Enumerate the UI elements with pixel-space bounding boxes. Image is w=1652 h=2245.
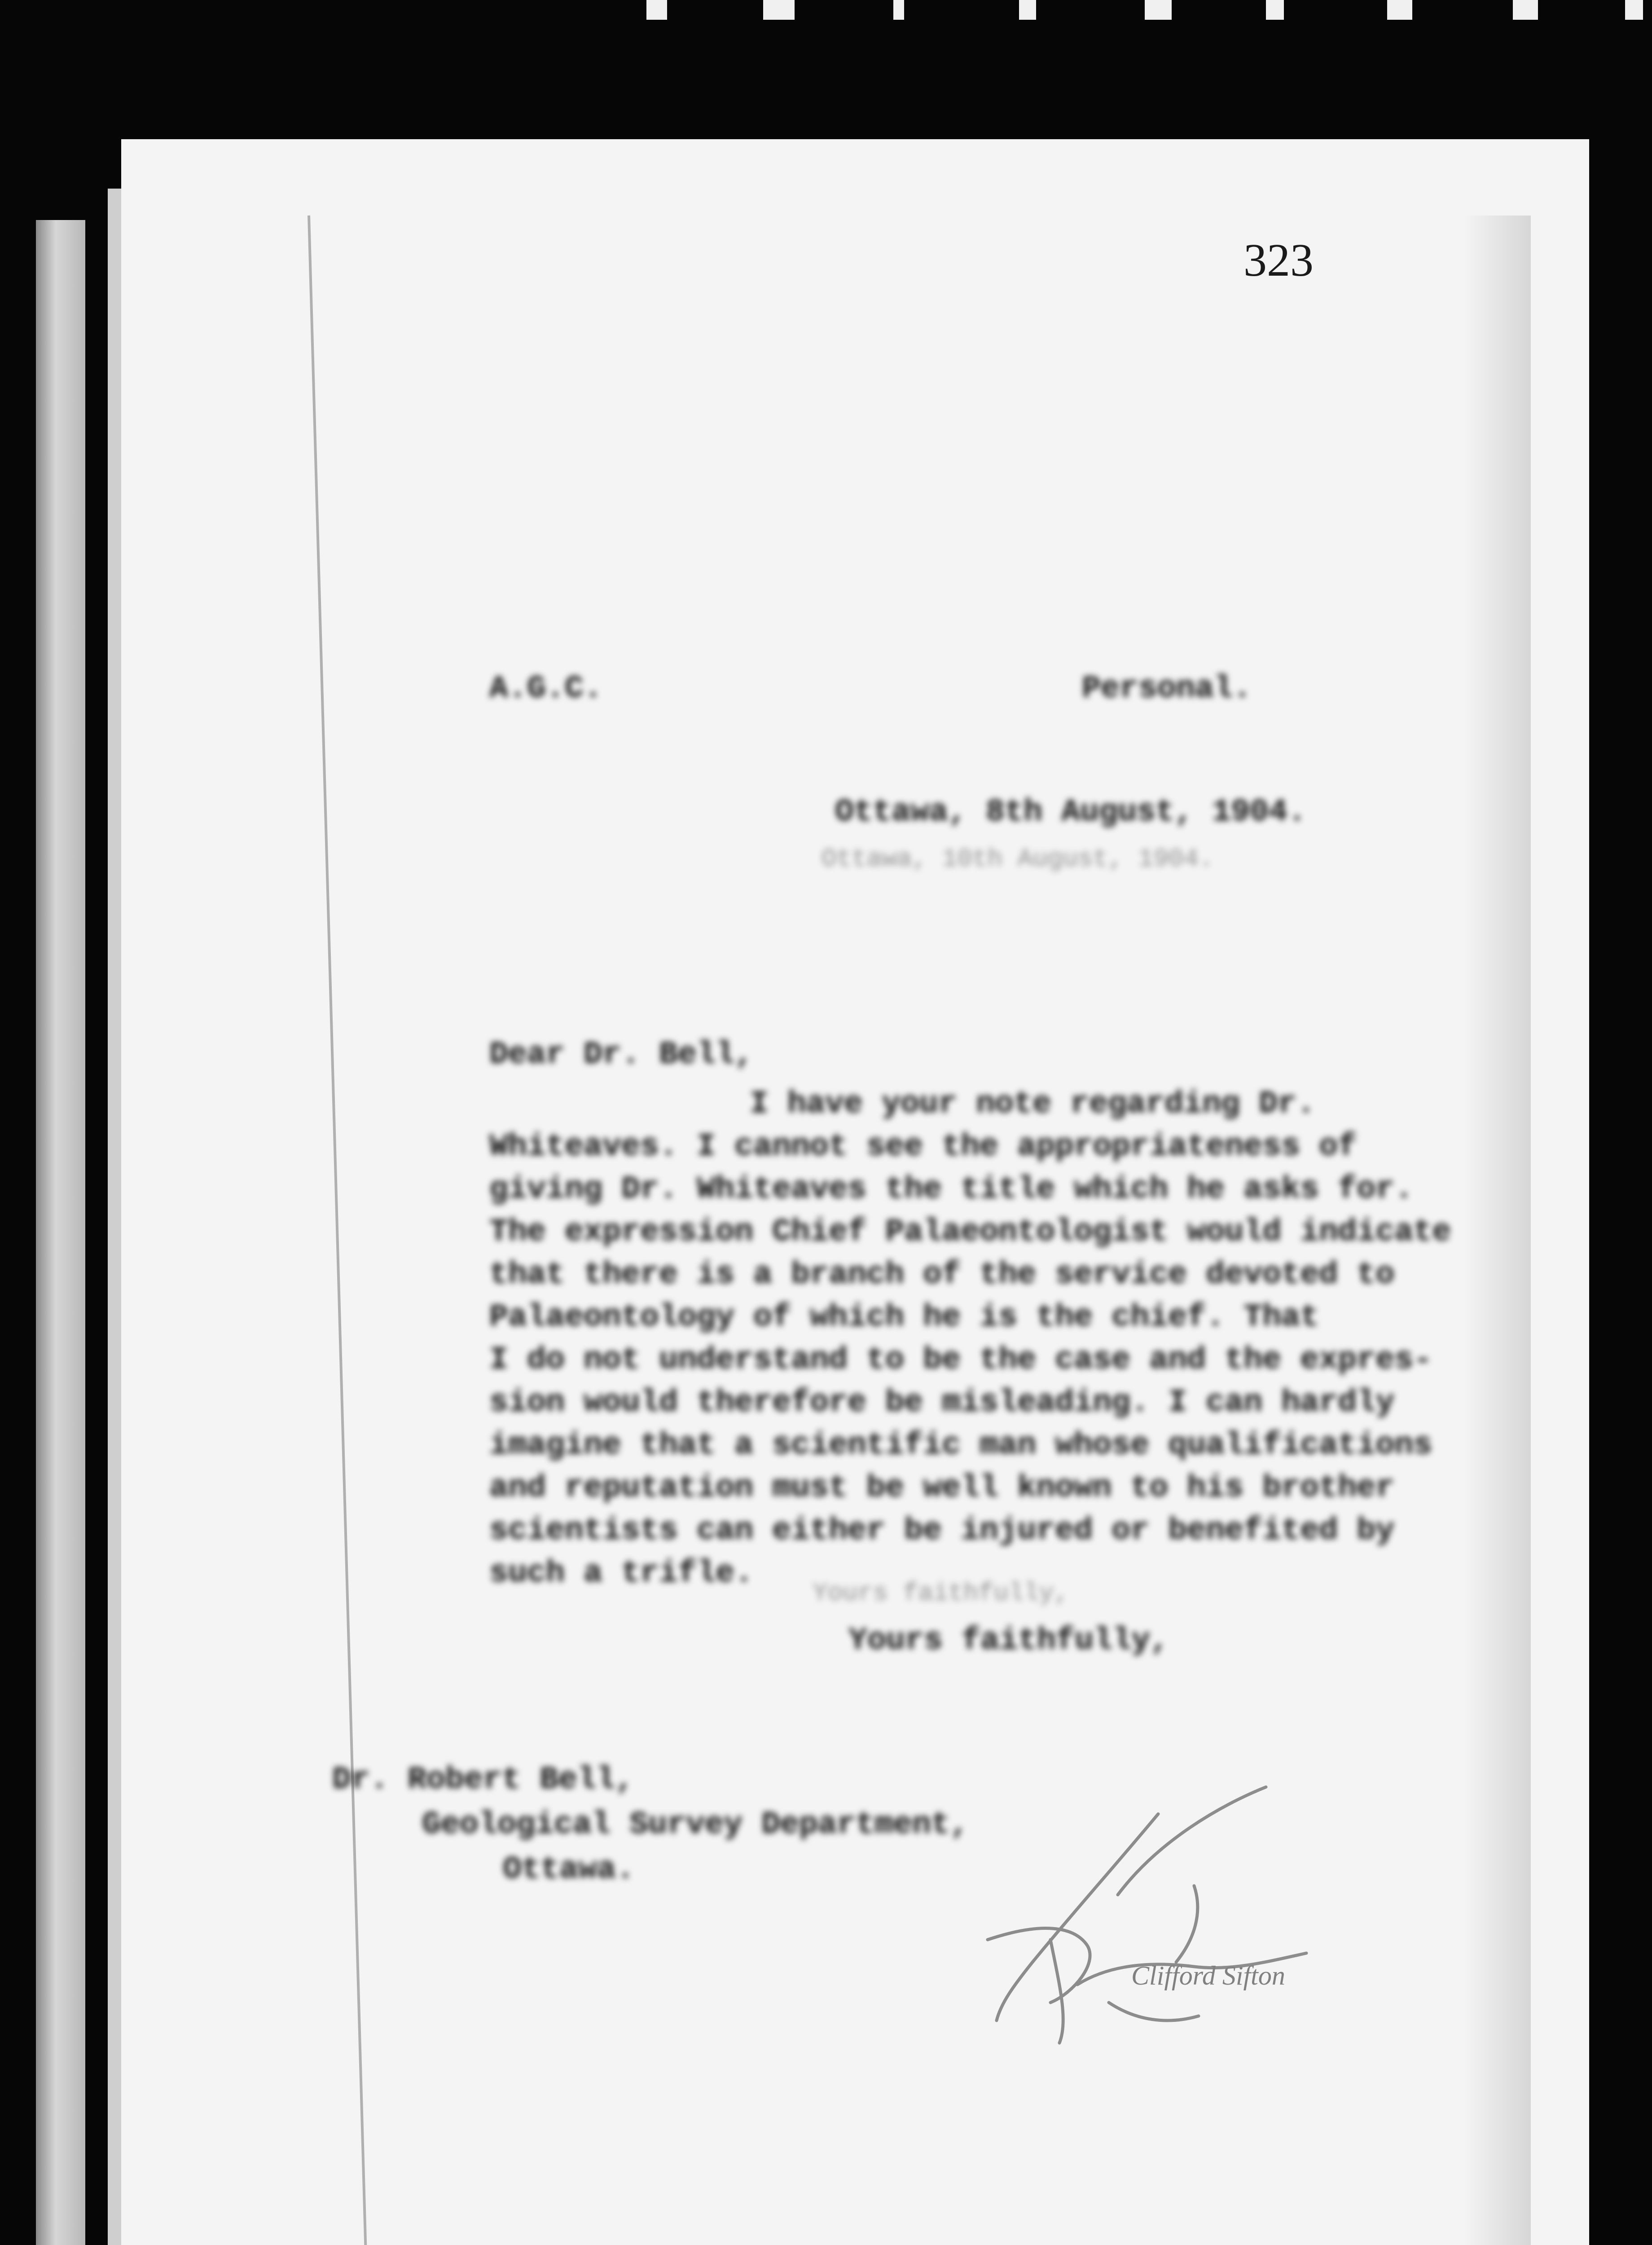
salutation: Dear Dr. Bell, [489, 1037, 754, 1073]
body-line: The expression Chief Palaeontologist would indicate [489, 1215, 1451, 1250]
body-line: sion would therefore be misleading. I can hardly [489, 1385, 1395, 1421]
body-line: scientists can either be injured or benefited by [489, 1513, 1395, 1549]
sprocket-hole [1145, 0, 1172, 20]
body-line: that there is a branch of the service devoted to [489, 1257, 1395, 1293]
personal-marking: Personal. [1082, 671, 1252, 707]
signature-image [925, 1751, 1329, 2065]
recipient-line: Ottawa. [503, 1852, 635, 1888]
closing: Yours faithfully, [848, 1623, 1169, 1659]
body-line: imagine that a scientific man whose qualifications [489, 1428, 1432, 1463]
signature-lettering: Clifford Sifton [1131, 1961, 1285, 1990]
body-line: such a trifle. [489, 1556, 754, 1591]
body-line: giving Dr. Whiteaves the title which he asks for. [489, 1172, 1414, 1207]
date-line-ghost: Ottawa, 10th August, 1904. [822, 845, 1214, 873]
recipient-line: Dr. Robert Bell, [332, 1762, 634, 1798]
sprocket-hole [1387, 0, 1412, 20]
sprocket-hole [893, 0, 904, 20]
body-line: I do not understand to be the case and the expres- [489, 1343, 1432, 1378]
page-curl-shadow [1463, 216, 1531, 2245]
body-line: and reputation must be well known to his brother [489, 1470, 1395, 1506]
body-line: Whiteaves. I cannot see the appropriateness of [489, 1129, 1357, 1165]
sprocket-hole [1019, 0, 1036, 20]
closing-ghost: Yours faithfully, [813, 1579, 1069, 1607]
body-line: Palaeontology of which he is the chief. That [489, 1300, 1319, 1335]
sprocket-hole [1266, 0, 1284, 20]
sprocket-hole [763, 0, 795, 20]
reference-initials: A.G.C. [489, 671, 603, 707]
date-line: Ottawa, 8th August, 1904. [835, 795, 1307, 830]
recipient-line: Geological Survey Department, [422, 1807, 969, 1843]
body-line: I have your note regarding Dr. [750, 1087, 1316, 1122]
folio-number: 323 [1243, 234, 1314, 286]
sprocket-hole [646, 0, 667, 20]
sprocket-hole [1625, 0, 1643, 20]
film-sprocket-holes [0, 0, 1652, 27]
sprocket-hole [1513, 0, 1538, 20]
binding-strip [36, 220, 85, 2245]
